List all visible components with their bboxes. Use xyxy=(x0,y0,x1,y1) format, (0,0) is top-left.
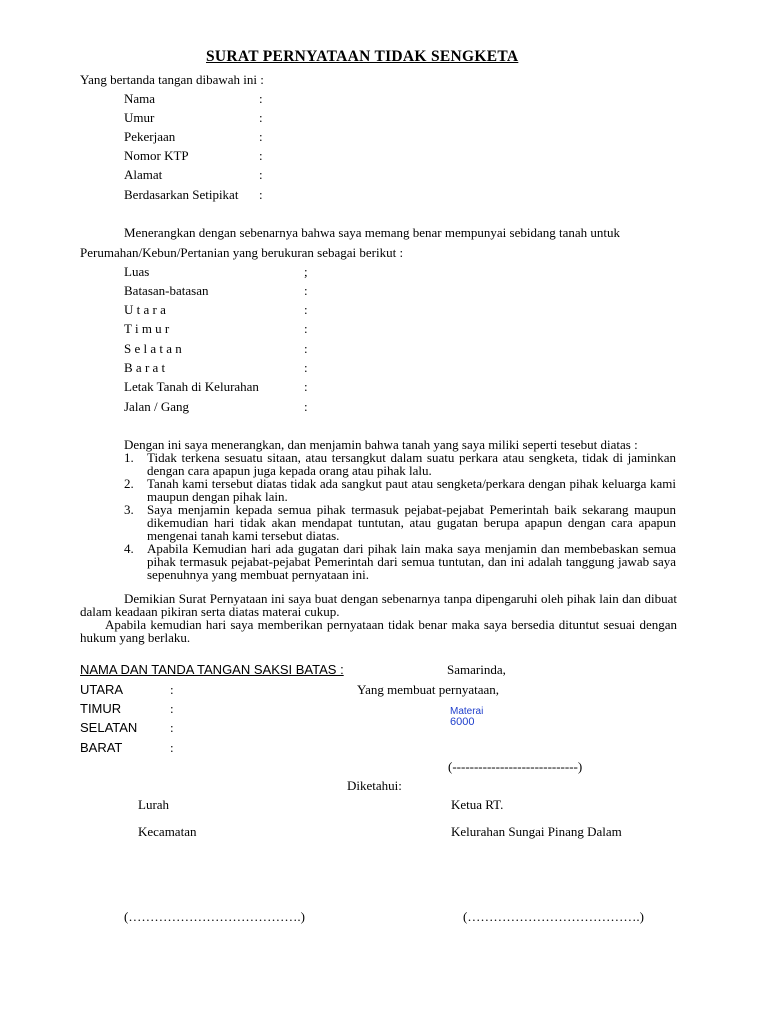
field-label-nama: Nama xyxy=(124,91,156,106)
field-separator: : xyxy=(259,91,263,106)
land-label-kelurahan: Letak Tanah di Kelurahan xyxy=(124,379,259,394)
field-separator: : xyxy=(304,399,308,414)
acknowledged-label: Diketahui: xyxy=(347,778,402,793)
witness-label-utara: UTARA xyxy=(80,682,124,697)
ketua-rt-label: Ketua RT. xyxy=(451,797,504,812)
field-separator: : xyxy=(170,740,174,755)
land-label-jalan: Jalan / Gang xyxy=(124,399,189,414)
document-title: SURAT PERNYATAAN TIDAK SENGKETA xyxy=(206,48,519,65)
lurah-label: Lurah xyxy=(138,797,170,812)
field-label-alamat: Alamat xyxy=(124,167,163,182)
witness-label-timur: TIMUR xyxy=(80,701,122,716)
field-separator: : xyxy=(304,283,308,298)
closing-paragraphs xyxy=(80,592,677,644)
land-label-timur: T i m u r xyxy=(124,321,170,336)
witness-label-selatan: SELATAN xyxy=(80,720,138,735)
signature-line-right: (………………………………….) xyxy=(463,909,644,924)
list-item: 2. Tanah kami tersebut diatas tidak ada sangkut paut atau sengketa/perkara dengan pihak keluarga kami maupun dengan pihak lain. xyxy=(124,476,676,504)
declaration-intro: Dengan ini saya menerangkan, dan menjamin bahwa tanah yang saya miliki seperti tesebut diatas : xyxy=(124,437,638,452)
land-label-batasan: Batasan-batasan xyxy=(124,283,209,298)
field-label-nomor-ktp: Nomor KTP xyxy=(124,148,189,163)
field-separator: : xyxy=(170,682,174,697)
field-separator: : xyxy=(304,379,308,394)
field-separator: : xyxy=(304,341,308,356)
field-separator: : xyxy=(304,321,308,336)
field-separator: : xyxy=(304,360,308,375)
place-text: Samarinda, xyxy=(447,662,506,677)
closing-paragraph-2: Apabila kemudian hari saya memberikan pernyataan tidak benar maka saya bersedia dituntut sesuai dengan hukum yang berlaku. xyxy=(80,617,677,645)
kecamatan-label: Kecamatan xyxy=(138,824,197,839)
field-separator: : xyxy=(304,302,308,317)
stamp-label: Materai xyxy=(450,706,484,717)
closing-paragraph-1: Demikian Surat Pernyataan ini saya buat dengan sebenarnya tanpa dipengaruhi oleh pihak lain dan dibuat dalam keadaan pikiran serta diatas materai cukup. xyxy=(80,591,677,619)
field-label-pekerjaan: Pekerjaan xyxy=(124,129,176,144)
field-separator: : xyxy=(259,148,263,163)
witness-label-barat: BARAT xyxy=(80,740,123,755)
field-label-setipikat: Berdasarkan Setipikat xyxy=(124,187,239,202)
list-item: 3. Saya menjamin kepada semua pihak termasuk pejabat-pejabat Pemerintah baik sekarang maupun dikemudian hari tidak akan mendapat tuntutan, atau gugatan berupa apapun dengan cara apapun mengenai tanah kami tersebut diatas. xyxy=(124,502,676,543)
land-label-luas: Luas xyxy=(124,264,150,279)
intro-text: Yang bertanda tangan dibawah ini : xyxy=(80,72,264,87)
kelurahan-label: Kelurahan Sungai Pinang Dalam xyxy=(451,824,622,839)
signature-line-left: (………………………………….) xyxy=(124,909,305,924)
field-label-umur: Umur xyxy=(124,110,155,125)
list-item: 4. Apabila Kemudian hari ada gugatan dari pihak lain maka saya menjamin dan membebaskan semua pihak termasuk pejabat-pejabat Pemerintah dari semua tuntutan, dan ini adalah tanggung jawab saya sepenuhnya yang membuat pernyataan ini. xyxy=(124,541,676,582)
field-separator: : xyxy=(259,187,263,202)
witness-header: NAMA DAN TANDA TANGAN SAKSI BATAS : xyxy=(80,662,344,677)
stamp-value: 6000 xyxy=(450,716,475,728)
field-separator: : xyxy=(259,167,263,182)
field-separator: : xyxy=(170,720,174,735)
signer-label: Yang membuat pernyataan, xyxy=(357,682,500,697)
field-separator: : xyxy=(170,701,174,716)
field-separator: : xyxy=(259,110,263,125)
declaration-list xyxy=(124,451,676,581)
land-label-selatan: S e l a t a n xyxy=(124,341,182,356)
statement-line-2: Perumahan/Kebun/Pertanian yang berukuran sebagai berikut : xyxy=(80,245,404,260)
land-label-utara: U t a r a xyxy=(124,302,166,317)
statement-line-1: Menerangkan dengan sebenarnya bahwa saya memang benar mempunyai sebidang tanah untuk xyxy=(124,225,620,240)
signer-name-line: (-----------------------------) xyxy=(448,759,583,774)
field-separator: : xyxy=(259,129,263,144)
field-separator: ; xyxy=(304,264,308,279)
land-label-barat: B a r a t xyxy=(124,360,166,375)
list-item: 1. Tidak terkena sesuatu sitaan, atau tersangkut dalam suatu perkara atau sengketa, tidak di jaminkan dengan cara apapun juga kepada orang atau pihak lalu. xyxy=(124,450,676,478)
